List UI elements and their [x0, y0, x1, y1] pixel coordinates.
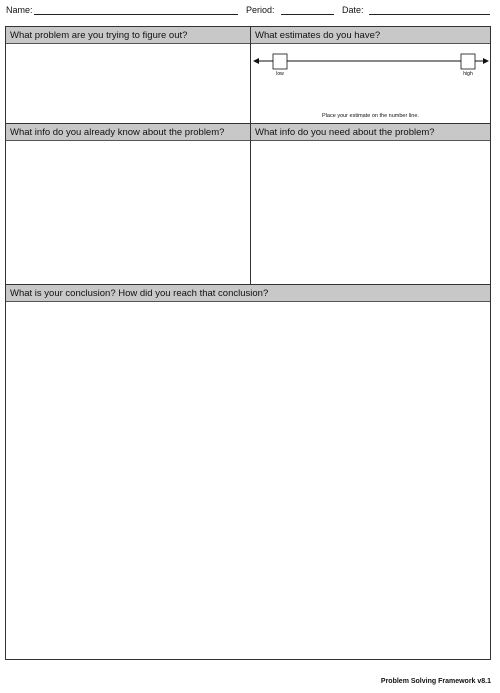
needed-info-heading: What info do you need about the problem?	[251, 124, 490, 141]
problem-answer-area[interactable]	[6, 44, 250, 123]
right-arrow-icon	[483, 58, 489, 64]
known-info-answer-area[interactable]	[6, 141, 250, 284]
needed-info-section	[251, 124, 490, 285]
conclusion-section	[6, 285, 490, 659]
known-info-heading: What info do you already know about the problem?	[6, 124, 250, 141]
high-label: high	[463, 71, 473, 77]
needed-info-answer-area[interactable]	[251, 141, 490, 284]
period-field	[246, 4, 338, 16]
framework-sheet	[5, 26, 491, 660]
date-label: Date:	[342, 5, 364, 15]
known-info-section	[6, 124, 251, 285]
left-arrow-icon	[253, 58, 259, 64]
estimates-heading: What estimates do you have?	[251, 27, 490, 44]
name-line[interactable]	[34, 14, 238, 15]
number-line[interactable]	[251, 44, 491, 124]
period-line[interactable]	[281, 14, 334, 15]
problem-heading: What problem are you trying to figure out?	[6, 27, 250, 44]
problem-section	[6, 27, 251, 124]
name-label: Name:	[6, 5, 33, 15]
period-label: Period:	[246, 5, 275, 15]
high-estimate-box	[461, 54, 475, 69]
low-label: low	[276, 71, 284, 77]
date-line[interactable]	[369, 14, 490, 15]
header	[6, 4, 492, 18]
date-field	[342, 4, 492, 16]
conclusion-answer-area[interactable]	[6, 302, 490, 659]
name-field	[6, 4, 240, 16]
estimates-area	[251, 44, 490, 123]
footer-version: Problem Solving Framework v8.1	[380, 678, 491, 685]
low-estimate-box	[273, 54, 287, 69]
estimates-section	[251, 27, 490, 124]
conclusion-heading: What is your conclusion? How did you reach that conclusion?	[6, 285, 490, 302]
estimate-instructions: Place your estimate on the number line.	[322, 113, 419, 119]
